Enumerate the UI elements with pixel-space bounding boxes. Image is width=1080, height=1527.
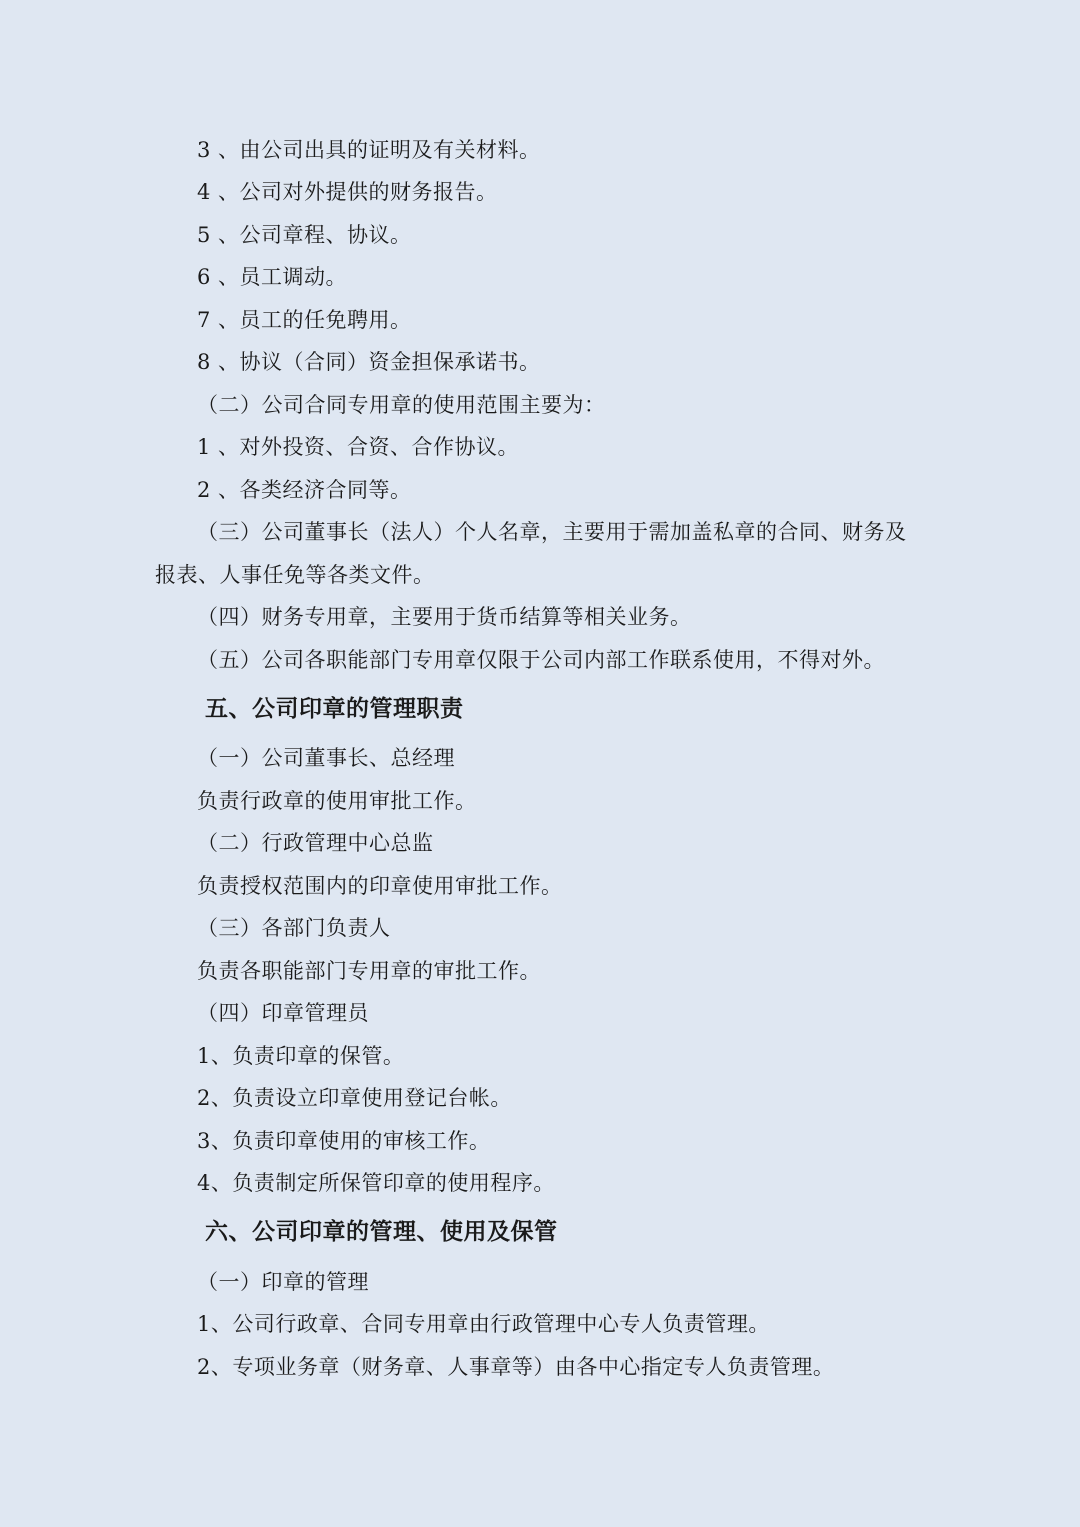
text-line: 负责行政章的使用审批工作。 — [197, 789, 477, 813]
section-heading: 五、公司印章的管理职责 — [205, 696, 464, 722]
text-line: 2 、各类经济合同等。 — [197, 478, 412, 502]
text-line: 2、专项业务章（财务章、人事章等）由各中心指定专人负责管理。 — [197, 1355, 835, 1379]
text-line: 1 、对外投资、合资、合作协议。 — [197, 435, 520, 459]
text-line: 7 、员工的任免聘用。 — [197, 308, 412, 332]
text-line: 负责授权范围内的印章使用审批工作。 — [197, 874, 563, 898]
text-line: 4、负责制定所保管印章的使用程序。 — [197, 1171, 555, 1195]
text-line: （三）各部门负责人 — [197, 916, 391, 940]
text-line: 3 、由公司出具的证明及有关材料。 — [197, 138, 541, 162]
text-line: 1、公司行政章、合同专用章由行政管理中心专人负责管理。 — [197, 1312, 770, 1336]
text-line: （一）印章的管理 — [197, 1270, 369, 1294]
text-line: （二）行政管理中心总监 — [197, 831, 434, 855]
text-line: 负责各职能部门专用章的审批工作。 — [197, 959, 541, 983]
text-line: 2、负责设立印章使用登记台帐。 — [197, 1086, 512, 1110]
text-line: （四）财务专用章，主要用于货币结算等相关业务。 — [197, 605, 692, 629]
text-line: （五）公司各职能部门专用章仅限于公司内部工作联系使用，不得对外。 — [197, 648, 885, 672]
text-line: 4 、公司对外提供的财务报告。 — [197, 180, 498, 204]
text-line: 6 、员工调动。 — [197, 265, 348, 289]
text-line: 1、负责印章的保管。 — [197, 1044, 405, 1068]
section-heading: 六、公司印章的管理、使用及保管 — [205, 1219, 558, 1245]
text-line: 报表、人事任免等各类文件。 — [155, 563, 435, 587]
text-line: （三）公司董事长（法人）个人名章，主要用于需加盖私章的合同、财务及 — [197, 520, 907, 544]
text-line: 3、负责印章使用的审核工作。 — [197, 1129, 491, 1153]
text-line: （二）公司合同专用章的使用范围主要为： — [197, 393, 606, 417]
text-line: （四）印章管理员 — [197, 1001, 369, 1025]
text-line: 5 、公司章程、协议。 — [197, 223, 412, 247]
text-line: （一）公司董事长、总经理 — [197, 746, 455, 770]
text-line: 8 、协议（合同）资金担保承诺书。 — [197, 350, 541, 374]
